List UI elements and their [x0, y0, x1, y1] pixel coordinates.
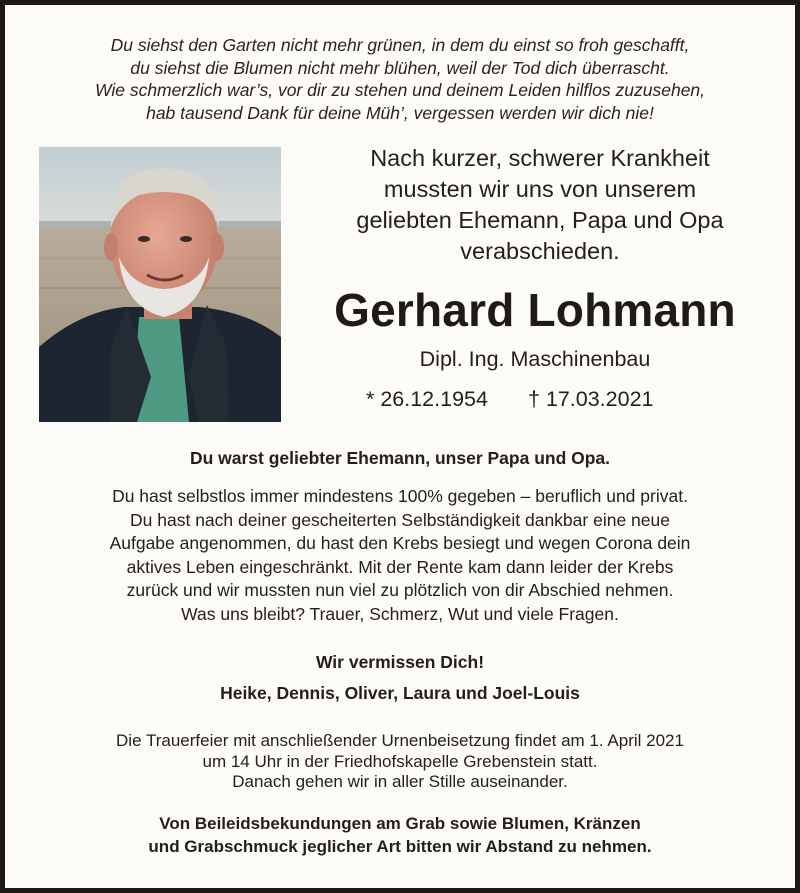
poem-line: Wie schmerzlich war’s, vor dir zu stehen und deinem Leiden hilflos zuzusehen, — [94, 80, 706, 100]
funeral-line: um 14 Uhr in der Friedhofskapelle Grebenstein statt. — [202, 751, 598, 771]
poem-line: hab tausend Dank für deine Müh’, vergessen werden wir dich nie! — [146, 102, 654, 123]
tribute-line: aktives Leben eingeschränkt. Mit der Rente kam dann leider der Krebs — [126, 556, 674, 577]
intro-text — [300, 143, 780, 267]
deceased-title: Dipl. Ing. Maschinenbau — [419, 347, 651, 371]
family-names: Heike, Dennis, Oliver, Laura und Joel-Louis — [220, 683, 580, 703]
intro-line: geliebten Ehemann, Papa und Opa — [356, 207, 724, 233]
funeral-info — [20, 731, 780, 793]
intro-line: Nach kurzer, schwerer Krankheit — [370, 145, 710, 171]
note-line: und Grabschmuck jeglicher Art bitten wir Abstand zu nehmen. — [148, 837, 652, 856]
condolence-note — [20, 812, 780, 858]
we-miss-you: Wir vermissen Dich! — [315, 652, 485, 672]
funeral-line: Die Trauerfeier mit anschließender Urnenbeisetzung findet am 1. April 2021 — [116, 731, 684, 750]
portrait-photo — [39, 147, 281, 422]
tribute-line: zurück und wir mussten nun viel zu plötzlich von dir Abschied nehmen. — [126, 580, 674, 601]
tribute-line: Du hast selbstlos immer mindestens 100% gegeben – beruflich und privat. — [112, 486, 688, 506]
intro-line: verabschieden. — [460, 238, 620, 264]
tribute-line: Aufgabe angenommen, du hast den Krebs besiegt und wegen Corona dein — [109, 533, 691, 554]
death-date: † 17.03.2021 — [527, 387, 654, 411]
note-line: Von Beileidsbekundungen am Grab sowie Blumen, Kränzen — [159, 814, 641, 833]
tribute-lead: Du warst geliebter Ehemann, unser Papa und Opa. — [189, 448, 611, 468]
tribute-text — [20, 485, 780, 627]
birth-date: * 26.12.1954 — [366, 387, 488, 411]
deceased-name: Gerhard Lohmann — [334, 284, 736, 336]
poem-line: du siehst die Blumen nicht mehr blühen, weil der Tod dich überrascht. — [130, 57, 670, 78]
poem — [20, 34, 780, 124]
intro-line: mussten wir uns von unserem — [383, 176, 697, 202]
tribute-line: Du hast nach deiner gescheiterten Selbständigkeit dankbar eine neue — [130, 509, 670, 530]
poem-line: Du siehst den Garten nicht mehr grünen, in dem du einst so froh geschafft, — [110, 35, 690, 55]
life-dates — [366, 387, 654, 412]
tribute-line: Was uns bleibt? Trauer, Schmerz, Wut und viele Fragen. — [181, 603, 619, 624]
funeral-line: Danach gehen wir in aller Stille auseinander. — [232, 772, 568, 791]
